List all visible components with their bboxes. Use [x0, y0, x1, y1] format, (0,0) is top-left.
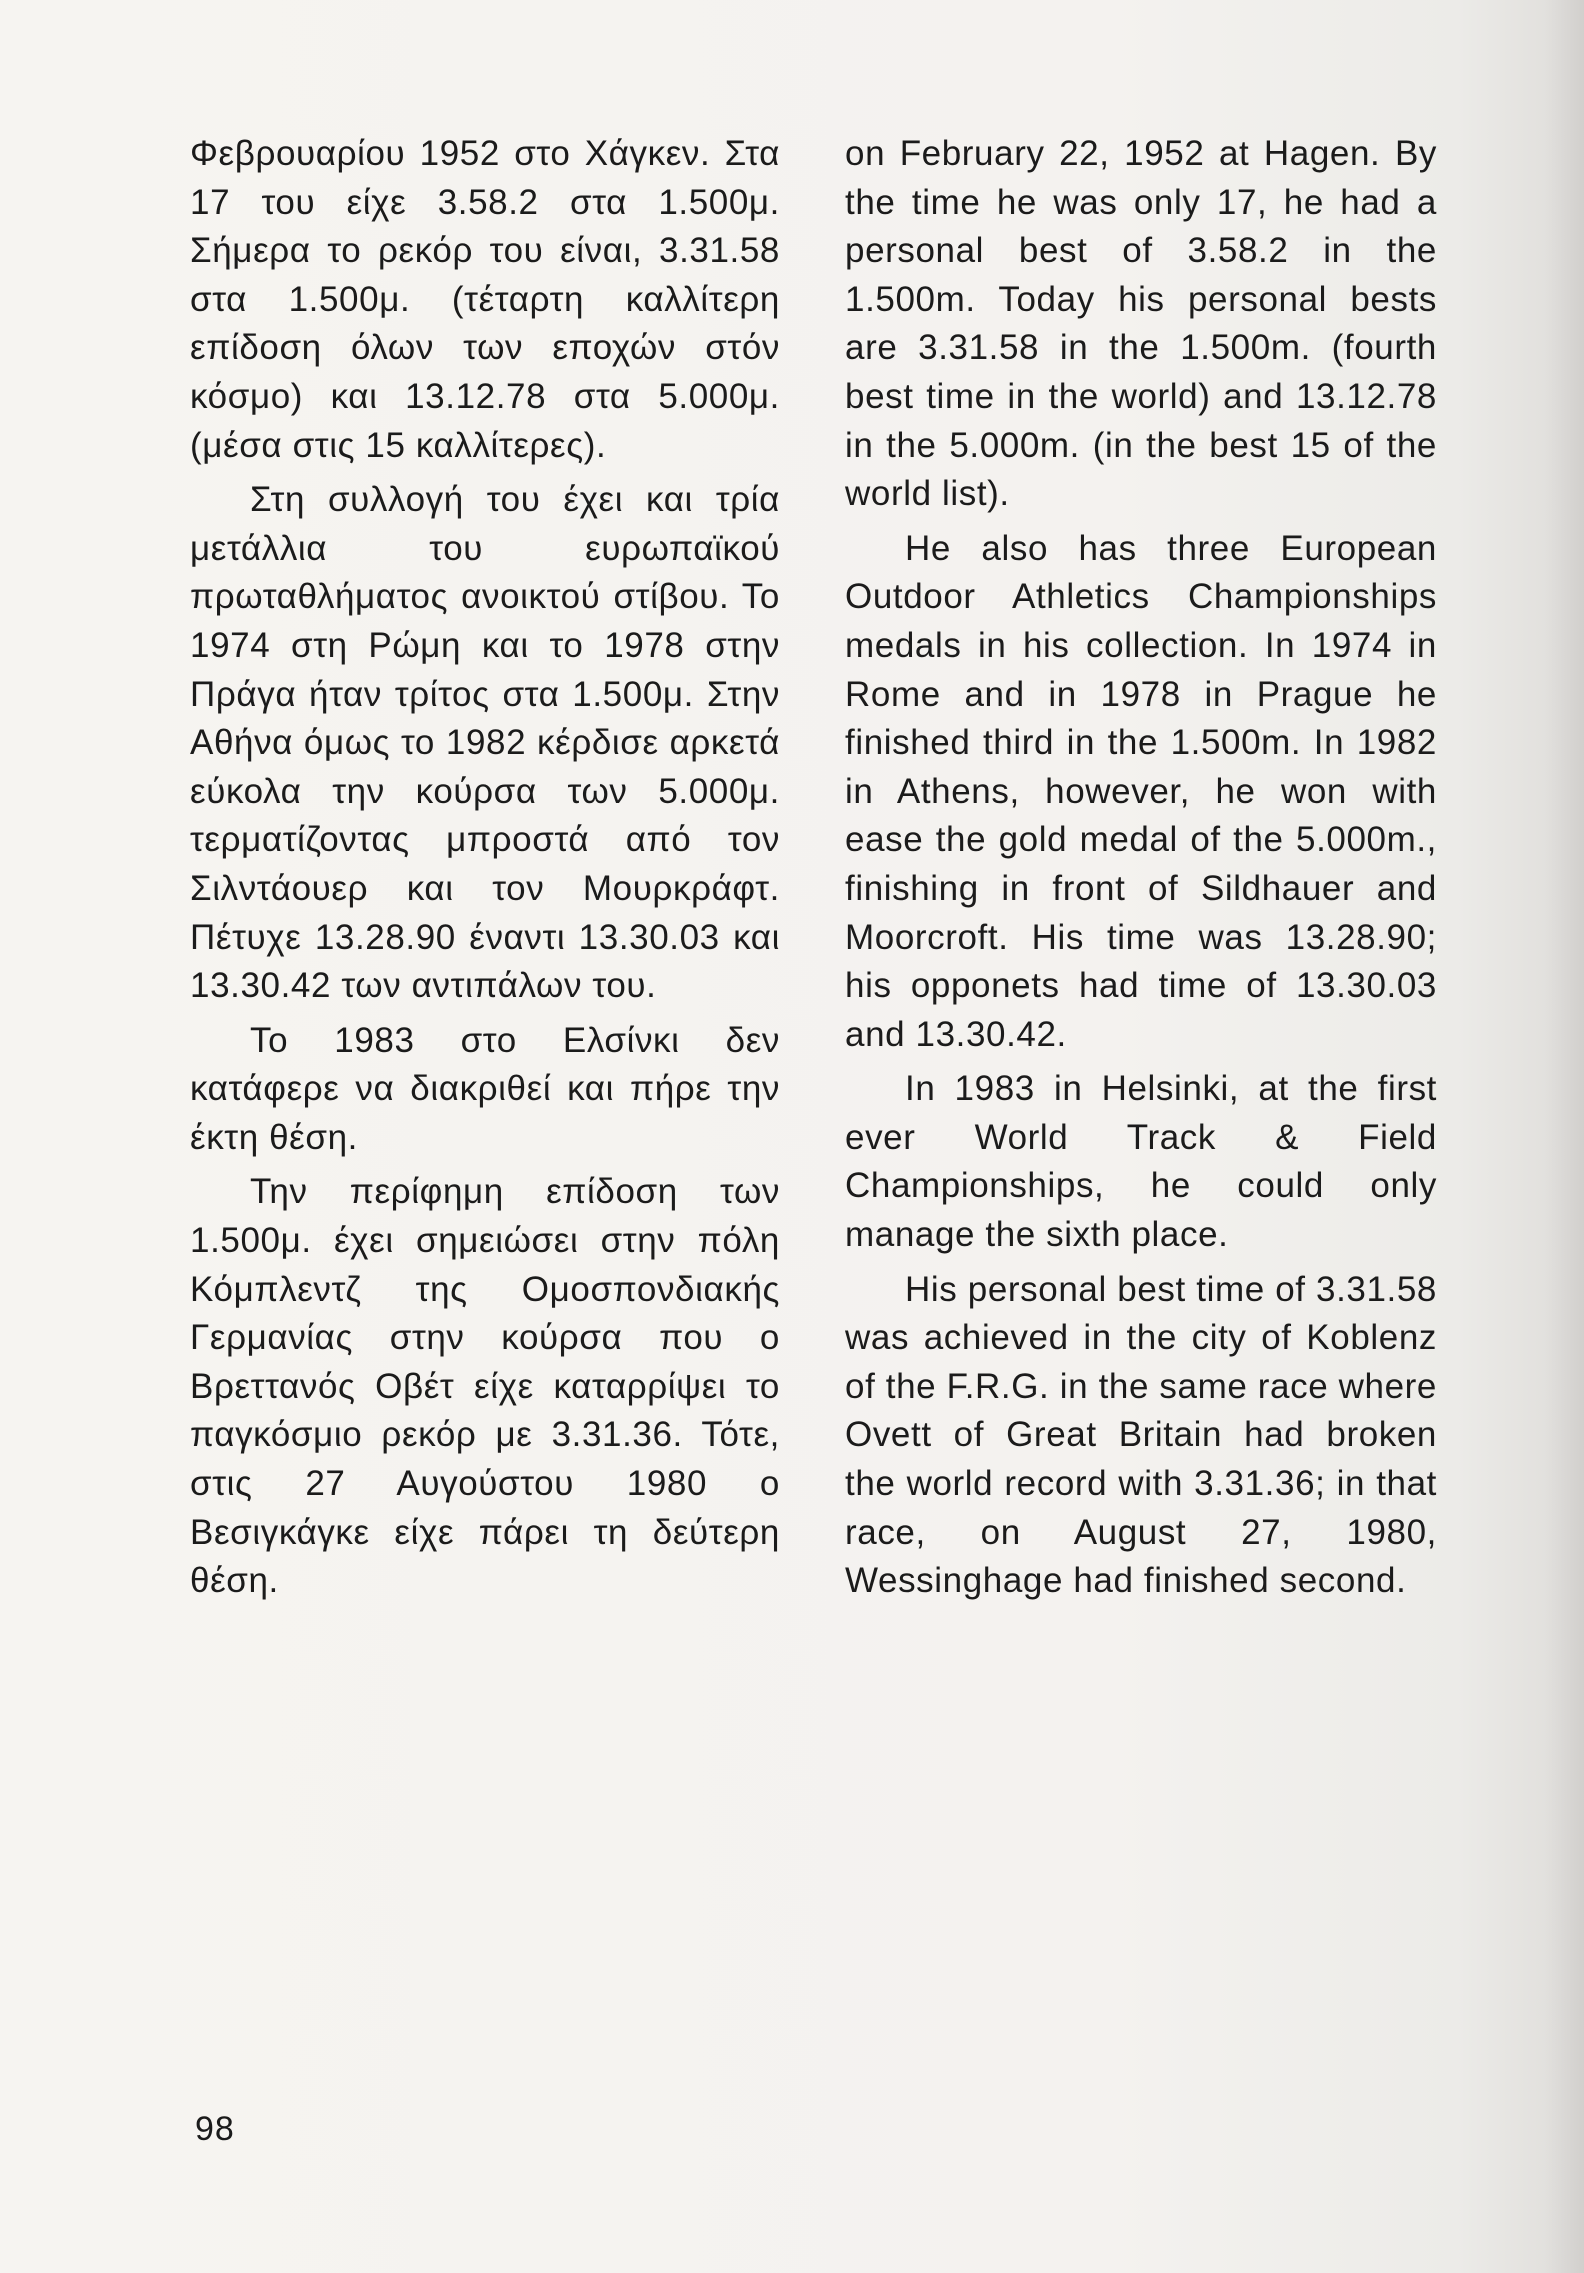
greek-text-column	[190, 130, 780, 1612]
english-paragraph-3: In 1983 in Helsinki, at the first ever World Track & Field Championships, he could only manage the sixth place.	[845, 1069, 1437, 1255]
english-paragraph-4: His personal best time of 3.31.58 was achieved in the city of Koblenz of the F.R.G. in the same race where Ovett of Great Britain had broken the world record with 3.31.36; in that race, on August 27, 1980, Wessinghage had finished second.	[845, 1269, 1437, 1601]
greek-paragraph-4: Την περίφημη επίδοση των 1.500μ. έχει σημειώσει στην πόλη Κόμπλεντζ της Ομοσπονδιακής Γερμανίας στην κούρσα που ο Βρεττανός Οβέτ είχε καταρρίψει το παγκόσμιο ρεκόρ με 3.31.36. Τότε, στις 27 Αυγούστου 1980 ο Βεσιγκάγκε είχε πάρει τη δεύτερη θέση.	[190, 1172, 780, 1601]
page-edge-shadow	[1544, 0, 1584, 2273]
english-paragraph-1: on February 22, 1952 at Hagen. By the time he was only 17, he had a personal best of 3.58.2 in the 1.500m. Today his personal bests are 3.31.58 in the 1.500m. (fourth best time in the world) and 13.12.78 in the 5.000m. (in the best 15 of the world list).	[845, 134, 1437, 514]
page-number: 98	[195, 2110, 235, 2148]
greek-paragraph-3: Το 1983 στο Ελσίνκι δεν κατάφερε να διακριθεί και πήρε την έκτη θέση.	[190, 1020, 780, 1157]
english-text-column	[845, 130, 1437, 1612]
greek-paragraph-2: Στη συλλογή του έχει και τρία μετάλλια του ευρωπαϊκού πρωταθλήματος ανοικτού στίβου. Το 1974 στη Ρώμη και το 1978 στην Πράγα ήταν τρίτος στα 1.500μ. Στην Αθήνα όμως το 1982 κέρδισε αρκετά εύκολα την κούρσα των 5.000μ. τερματίζοντας μπροστά από τον Σιλντάουερ και τον Μουρκράφτ. Πέτυχε 13.28.90 έναντι 13.30.03 και 13.30.42 των αντιπάλων του.	[190, 480, 780, 1006]
english-paragraph-2: He also has three European Outdoor Athletics Championships medals in his collection. In 1974 in Rome and in 1978 in Prague he finished third in the 1.500m. In 1982 in Athens, however, he won with ease the gold medal of the 5.000m., finishing in front of Sildhauer and Moorcroft. His time was 13.28.90; his opponets had time of 13.30.03 and 13.30.42.	[845, 528, 1437, 1054]
greek-paragraph-1: Φεβρουαρίου 1952 στο Χάγκεν. Στα 17 του είχε 3.58.2 στα 1.500μ. Σήμερα το ρεκόρ του είναι, 3.31.58 στα 1.500μ. (τέταρτη καλλίτερη επίδοση όλων των εποχών στόν κόσμο) και 13.12.78 στα 5.000μ. (μέσα στις 15 καλλίτερες).	[190, 134, 780, 465]
